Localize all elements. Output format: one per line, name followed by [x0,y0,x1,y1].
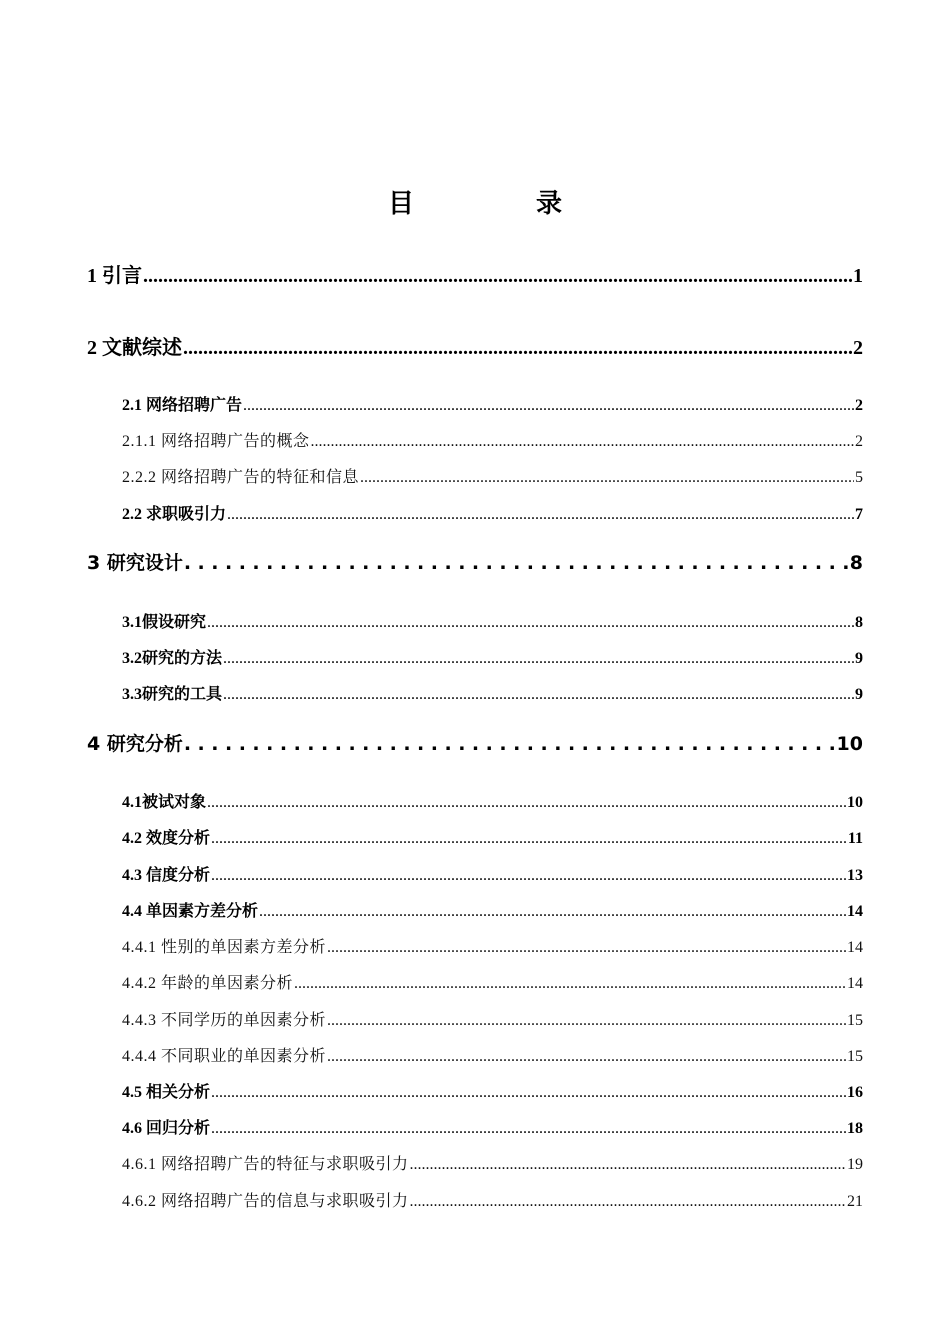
toc-page-number: 14 [847,903,863,920]
toc-page-number: 15 [847,1048,863,1065]
toc-page-number: 13 [847,867,863,884]
toc-page-number: 18 [847,1120,863,1137]
toc-leader [410,1193,846,1211]
toc-entry-label: 2.1.1 网络招聘广告的概念 [122,433,310,450]
toc-entry-section-4-2[interactable] [122,825,863,848]
toc-title: 目 录 [387,189,610,219]
toc-leader [327,1048,846,1066]
toc-entry-subsection-4-4-3[interactable] [122,1007,863,1030]
toc-entry-section-2-1[interactable] [122,392,863,415]
toc-entry-label: 2 文献综述 [87,337,182,359]
toc-leader [327,1012,846,1030]
toc-entry-section-4-1[interactable] [122,789,863,812]
toc-entry-label: 4.1被试对象 [122,794,207,811]
toc-entry-section-4-4[interactable] [122,898,863,921]
toc-entry-section-3-2[interactable] [122,645,863,668]
toc-entry-subsection-4-6-1[interactable] [122,1151,863,1174]
toc-leader [211,830,847,848]
toc-page-number: 8 [855,614,863,631]
toc-entry-chapter-3[interactable] [87,548,863,575]
toc-leader [327,939,846,957]
toc-page-number: 14 [847,939,863,956]
toc-entry-section-4-3[interactable] [122,862,863,885]
toc-leader [184,733,836,755]
toc-leader [211,1120,846,1138]
toc-entry-label: 3 研究设计 [87,552,183,574]
toc-entry-label: 4.2 效度分析 [122,830,211,847]
toc-entry-subsection-4-4-4[interactable] [122,1043,863,1066]
toc-entry-label: 3.3研究的工具 [122,686,223,703]
toc-entry-label: 4.6.1 网络招聘广告的特征与求职吸引力 [122,1156,409,1173]
toc-leader [207,614,854,632]
toc-entry-subsection-4-4-1[interactable] [122,934,863,957]
toc-entry-section-3-3[interactable] [122,681,863,704]
toc-page-number: 14 [847,975,863,992]
toc-entry-label: 3.1假设研究 [122,614,207,631]
toc-entry-label: 4.3 信度分析 [122,867,211,884]
toc-page-number: 10 [847,794,863,811]
toc-page-number: 8 [849,552,863,574]
toc-leader [143,265,852,288]
toc-page-number: 2 [853,337,863,359]
toc-entry-label: 2.2 求职吸引力 [122,506,227,523]
toc-leader [227,506,854,524]
toc-entry-section-2-2[interactable] [122,501,863,524]
toc-leader [211,1084,846,1102]
toc-page-number: 19 [847,1156,863,1173]
toc-page-number: 2 [855,433,863,450]
toc-entry-label: 4.4.3 不同学历的单因素分析 [122,1012,327,1029]
toc-entry-label: 2.1 网络招聘广告 [122,397,243,414]
toc-leader [243,397,854,415]
toc-entry-chapter-2[interactable] [87,331,863,360]
toc-page-number: 7 [855,506,863,523]
toc-entry-chapter-4[interactable] [87,729,863,756]
toc-leader [311,433,854,451]
toc-leader [294,975,846,993]
toc-entry-label: 1 引言 [87,265,142,287]
toc-page-number: 10 [836,733,863,755]
toc-leader [207,794,846,812]
toc-leader [184,552,849,574]
toc-entry-section-4-6[interactable] [122,1115,863,1138]
toc-leader [223,650,854,668]
toc-entry-label: 3.2研究的方法 [122,650,223,667]
toc-page-number: 11 [847,830,863,847]
toc-page-number: 21 [847,1193,863,1210]
toc-leader [410,1156,846,1174]
toc-entry-chapter-1[interactable] [87,259,863,288]
toc-entry-subsection-2-2-2[interactable] [122,464,863,487]
toc-entry-label: 4.5 相关分析 [122,1084,211,1101]
toc-entry-label: 4.6 回归分析 [122,1120,211,1137]
toc-entry-label: 4.4.4 不同职业的单因素分析 [122,1048,327,1065]
toc-entry-section-4-5[interactable] [122,1079,863,1102]
toc-page-number: 9 [855,686,863,703]
toc-entry-label: 4.4 单因素方差分析 [122,903,259,920]
toc-entry-section-3-1[interactable] [122,609,863,632]
toc-entry-label: 4.4.2 年龄的单因素分析 [122,975,294,992]
toc-leader [183,337,852,360]
toc-leader [360,469,854,487]
toc-page-number: 9 [855,650,863,667]
toc-entry-subsection-2-1-1[interactable] [122,428,863,451]
toc-page-number: 15 [847,1012,863,1029]
toc-entry-subsection-4-4-2[interactable] [122,970,863,993]
toc-leader [211,867,846,885]
toc-entry-label: 2.2.2 网络招聘广告的特征和信息 [122,469,360,486]
toc-entry-label: 4 研究分析 [87,733,183,755]
toc-page-number: 1 [853,265,863,287]
toc-page-number: 16 [847,1084,863,1101]
toc-entry-subsection-4-6-2[interactable] [122,1188,863,1211]
toc-entry-label: 4.4.1 性别的单因素方差分析 [122,939,327,956]
toc-leader [223,686,854,704]
toc-leader [259,903,846,921]
toc-page-number: 2 [855,397,863,414]
toc-entry-label: 4.6.2 网络招聘广告的信息与求职吸引力 [122,1193,409,1210]
toc-page-number: 5 [855,469,863,486]
